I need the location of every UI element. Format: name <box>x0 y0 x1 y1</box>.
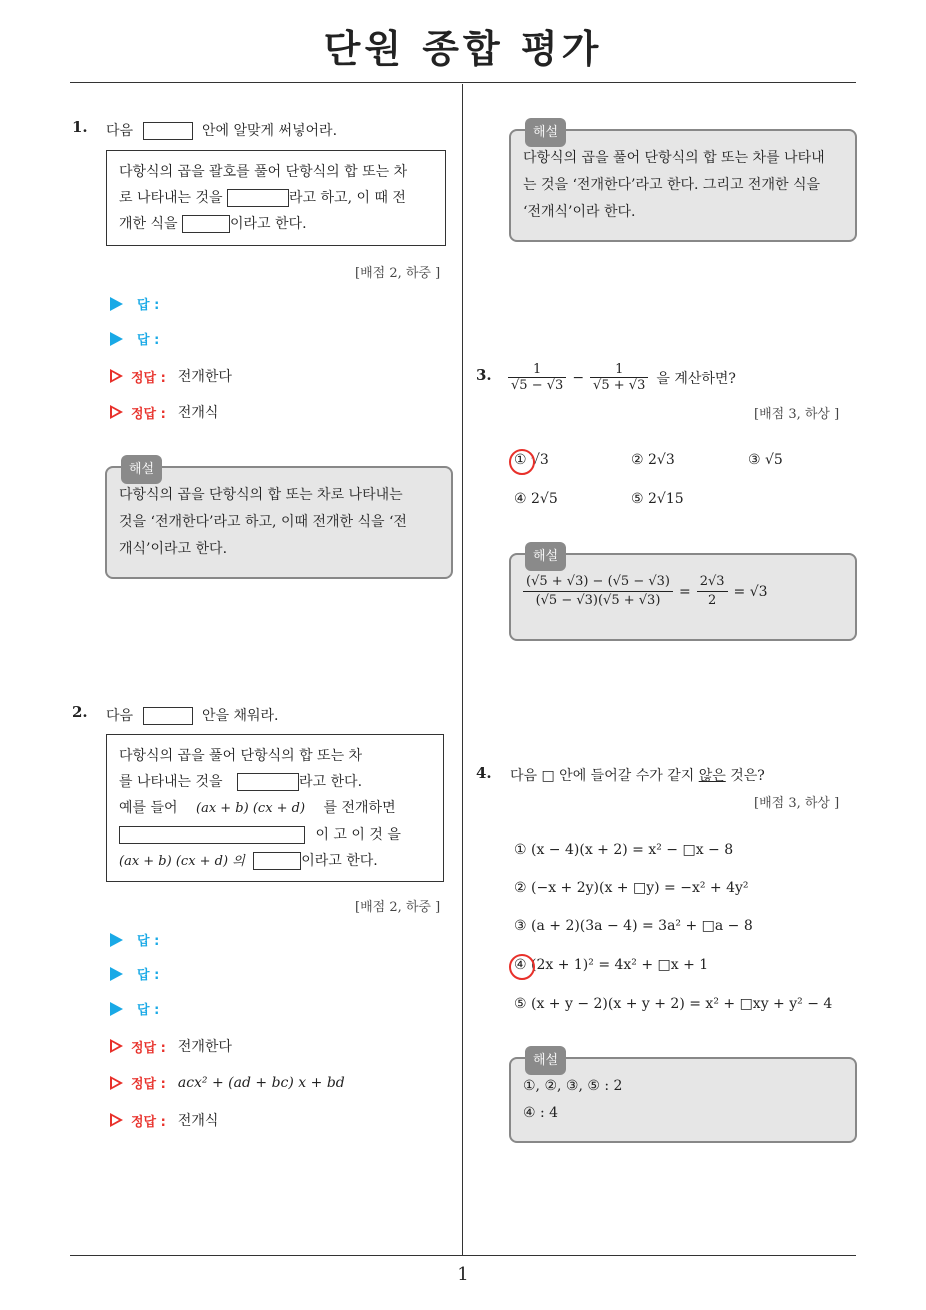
q1-prompt <box>106 120 337 140</box>
correct-label: 정답 : <box>131 1114 166 1130</box>
correct-label: 정답 : <box>131 1040 166 1056</box>
outline-arrow-icon <box>110 1076 123 1090</box>
correct-answer: 전개식 <box>177 405 219 421</box>
q3-expl-result: = √3 <box>733 583 768 600</box>
q2-correct-row <box>110 1073 345 1092</box>
q4-prompt-b: 것은? <box>730 768 765 784</box>
correct-answer: 전개한다 <box>177 1039 232 1055</box>
q2-prompt-a: 다음 <box>106 708 134 724</box>
q2-box-blank2 <box>119 826 305 844</box>
q3-expression <box>508 362 736 393</box>
q3-fraction-2: $\frac{1}{√5 + √3}$ <box>590 362 648 393</box>
q2-score: [배점 2, 하중 ] <box>355 900 441 915</box>
q2-box-line5a: (ax + b) (cx + d) 의 <box>119 854 245 869</box>
play-arrow-icon <box>110 1002 123 1016</box>
outline-arrow-icon <box>110 369 123 383</box>
q4-expl-line1: ①, ②, ③, ⑤ : 2 <box>523 1078 623 1094</box>
q2-box-line2 <box>119 769 431 795</box>
q2-box-line4b: 이 고 이 것 을 <box>315 827 401 843</box>
q2-box-line1: 다항식의 곱을 풀어 단항식의 합 또는 차 <box>119 748 363 764</box>
q4-choice-2[interactable]: ② (−x + 2y)(x + □y) = −x² + 4y² <box>514 880 749 896</box>
q1b-expl-line2: 는 것을 ‘전개한다’라고 한다. 그리고 전개한 식을 <box>523 177 821 193</box>
q3-minus: − <box>572 369 585 386</box>
q3-choice-3[interactable]: ③ √5 <box>748 452 783 468</box>
q1-prompt-blank <box>143 122 193 140</box>
q2-box-line5b: 이라고 한다. <box>301 853 378 869</box>
answer-label: 답 : <box>137 968 160 983</box>
correct-answer: 전개한다 <box>177 369 232 385</box>
q1-correct-row <box>110 402 218 422</box>
play-arrow-icon <box>110 332 123 346</box>
q1-box-line3 <box>119 211 433 237</box>
q1-box-line3b: 이라고 한다. <box>230 216 307 232</box>
q1-explanation <box>105 462 453 579</box>
q1-correct-row <box>110 366 232 386</box>
q3-score: [배점 3, 하상 ] <box>754 407 840 422</box>
q4-choice-1[interactable]: ① (x − 4)(x + 2) = x² − □x − 8 <box>514 842 734 858</box>
header-rule <box>70 82 856 83</box>
correct-answer: acx² + (ad + bc) x + bd <box>177 1074 345 1091</box>
q3-expl-fnum: 2√3 <box>697 573 728 592</box>
outline-arrow-icon <box>110 1113 123 1127</box>
q4-score: [배점 3, 하상 ] <box>754 796 840 811</box>
q3-expl-equation <box>523 573 843 610</box>
q3-expl-equals: = <box>678 583 691 600</box>
q1-box-blank2 <box>182 215 230 233</box>
q4-prompt <box>510 765 765 785</box>
answer-label: 답 : <box>137 1003 160 1018</box>
answer-label: 답 : <box>137 298 160 313</box>
q3-expl-fraction <box>523 573 673 610</box>
q1-box-line1: 다항식의 곱을 괄호를 풀어 단항식의 합 또는 차 <box>119 164 408 180</box>
q2-prompt-b: 안을 채워라. <box>201 708 279 724</box>
column-divider <box>462 84 463 1256</box>
page-number: 1 <box>457 1264 469 1285</box>
page-title: 단원 종합 평가 <box>323 27 603 71</box>
q3-expl-numerator: (√5 + √3) − (√5 − √3) <box>523 573 673 592</box>
q2-prompt-blank <box>143 707 193 725</box>
q1-expl-line2: 것을 ‘전개한다’라고 하고, 이때 전개한 식을 ‘전 <box>119 514 407 530</box>
q2-answer-row <box>110 999 173 1018</box>
q1-question-box <box>106 150 446 246</box>
q2-box-line2b: 라고 한다. <box>299 774 363 790</box>
explanation-tag: 해설 <box>525 542 566 571</box>
q2-correct-row <box>110 1036 232 1056</box>
q2-box-line3a: 예를 들어 <box>119 800 178 816</box>
correct-label: 정답 : <box>131 406 166 422</box>
q1-box-line2 <box>119 185 433 211</box>
q1b-expl-line3: ‘전개식’이라 한다. <box>523 204 636 220</box>
q3-choice-5[interactable]: ⑤ 2√15 <box>631 491 684 507</box>
q3-expl-fraction-2 <box>697 573 728 610</box>
play-arrow-icon <box>110 967 123 981</box>
q2-question-box <box>106 734 444 882</box>
explanation-tag: 해설 <box>525 1046 566 1075</box>
q4-prompt-a: 다음 □ 안에 들어갈 수가 같지 <box>510 768 695 784</box>
explanation-tag: 해설 <box>525 118 566 147</box>
correct-label: 정답 : <box>131 370 166 386</box>
q4-number: 4. <box>476 764 492 782</box>
q2-number: 2. <box>72 703 88 721</box>
q1b-expl-line1: 다항식의 곱을 풀어 단항식의 합 또는 차를 나타내 <box>523 150 825 166</box>
q1-expl-line3: 개식’이라고 한다. <box>119 541 228 557</box>
q1-expl-line1: 다항식의 곱을 단항식의 합 또는 차로 나타내는 <box>119 487 403 503</box>
q1-box-line2b: 라고 하고, 이 때 전 <box>289 190 406 206</box>
q3-prompt-tail: 을 계산하면? <box>656 370 736 387</box>
q2-box-line3-math: (ax + b) (cx + d) <box>196 801 306 816</box>
q4-explanation <box>509 1053 857 1143</box>
q2-box-line5 <box>119 848 431 875</box>
correct-answer: 전개식 <box>177 1113 219 1129</box>
selected-circle-mark <box>509 449 535 475</box>
q2-box-line3 <box>119 795 431 822</box>
q1-box-blank1 <box>227 189 289 207</box>
q4-expl-line2: ④ : 4 <box>523 1105 559 1121</box>
play-arrow-icon <box>110 933 123 947</box>
q2-box-line4 <box>119 822 431 848</box>
q3-choice-4[interactable]: ④ 2√5 <box>514 491 558 507</box>
q1-prompt-b: 안에 알맞게 써넣어라. <box>201 123 338 139</box>
explanation-tag: 해설 <box>121 455 162 484</box>
outline-arrow-icon <box>110 405 123 419</box>
q2-answer-row <box>110 964 173 983</box>
q4-choice-5[interactable]: ⑤ (x + y − 2)(x + y + 2) = x² + □xy + y² − 4 <box>514 996 833 1012</box>
q3-choice-2[interactable]: ② 2√3 <box>631 452 675 468</box>
q2-correct-row <box>110 1110 218 1130</box>
selected-circle-mark <box>509 954 535 980</box>
q3-expl-denominator: (√5 − √3)(√5 + √3) <box>535 593 661 608</box>
q2-prompt <box>106 705 279 725</box>
q2-box-line3b: 를 전개하면 <box>323 800 396 816</box>
q2-answer-row <box>110 930 173 949</box>
q3-number: 3. <box>476 366 492 384</box>
answer-label: 답 : <box>137 333 160 348</box>
q3-explanation <box>509 549 857 641</box>
answer-label: 답 : <box>137 934 160 949</box>
outline-arrow-icon <box>110 1039 123 1053</box>
footer-rule <box>70 1255 856 1256</box>
q1-score: [배점 2, 하중 ] <box>355 266 441 281</box>
q4-prompt-underlined: 않은 <box>698 768 726 784</box>
q1-answer-row <box>110 329 173 348</box>
q4-choice-3[interactable]: ③ (a + 2)(3a − 4) = 3a² + □a − 8 <box>514 918 753 934</box>
q1-box-line2a: 로 나타내는 것을 <box>119 190 223 206</box>
q2-box-blank3 <box>253 852 301 870</box>
q3-expl-fden: 2 <box>707 593 717 608</box>
q2-box-line2a: 를 나타내는 것을 <box>119 774 223 790</box>
q3-fraction-1: $\frac{1}{√5 - √3}$ <box>508 362 566 393</box>
correct-label: 정답 : <box>131 1077 166 1092</box>
q1-box-line3a: 개한 식을 <box>119 216 178 232</box>
q1-number: 1. <box>72 118 88 136</box>
q3-choice-1[interactable]: ① √3 <box>514 452 549 468</box>
q2-box-blank1 <box>237 773 299 791</box>
play-arrow-icon <box>110 297 123 311</box>
q1-prompt-a: 다음 <box>106 123 134 139</box>
q1b-explanation <box>509 125 857 242</box>
q1-answer-row <box>110 294 173 313</box>
q4-choice-4[interactable]: ④ (2x + 1)² = 4x² + □x + 1 <box>514 957 709 973</box>
